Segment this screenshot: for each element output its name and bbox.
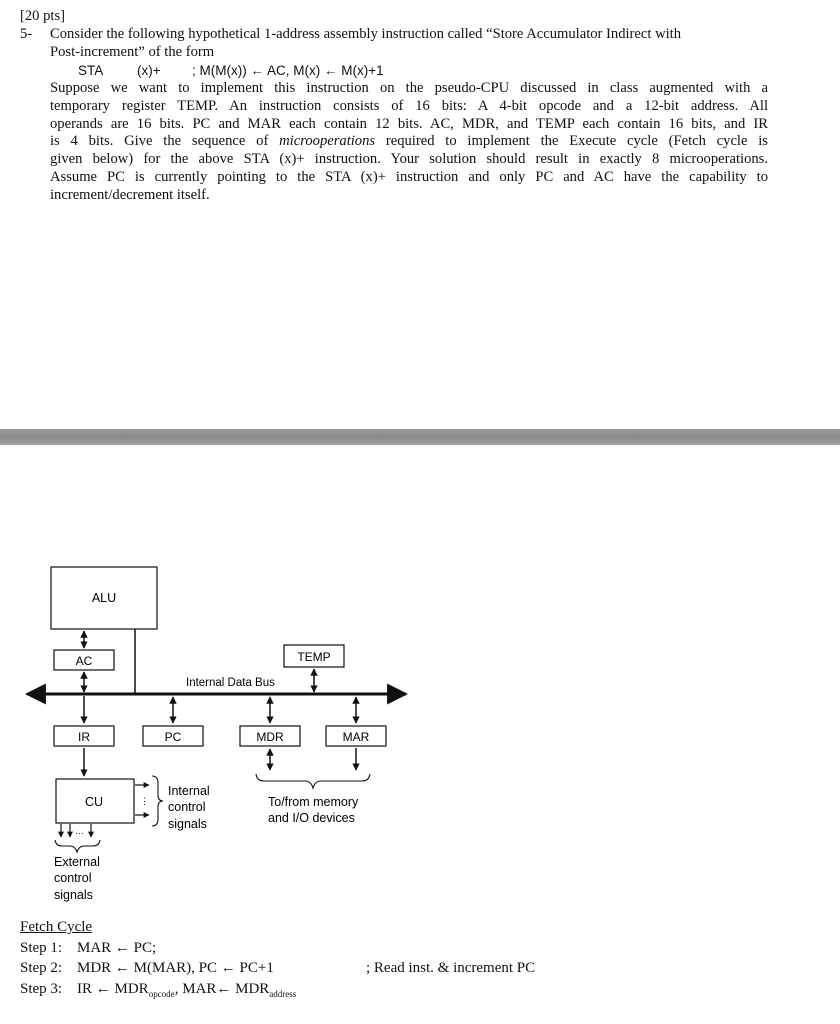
external-signals-line3: signals — [54, 888, 93, 902]
memory-label-line1: To/from memory — [268, 795, 359, 809]
bus-label: Internal Data Bus — [186, 677, 275, 689]
pc-label: PC — [164, 730, 182, 744]
fetch-title: Fetch Cycle — [20, 919, 93, 935]
instr-operand: (x)+ — [137, 63, 161, 78]
internal-signals-line2: control — [168, 800, 206, 814]
internal-signals-line3: signals — [168, 817, 207, 831]
ir-label: IR — [78, 730, 90, 744]
instr-comment: ; M(M(x)) ← AC, M(x) ← M(x)+1 — [192, 63, 384, 78]
external-signals-line1: External — [54, 855, 100, 869]
instruction-line — [20, 62, 780, 80]
internal-signals-brace — [152, 776, 163, 826]
fetch-step-2-comment: ; Read inst. & increment PC — [366, 960, 536, 976]
alu-label: ALU — [91, 591, 117, 605]
fetch-cycle — [20, 919, 580, 1001]
external-signals-brace — [55, 840, 100, 852]
fetch-step-1: Step 1: MAR ← PC; — [20, 939, 157, 956]
mdr-label: MDR — [256, 730, 284, 744]
intro-line-1: 5- Consider the following hypothetical 1-address assembly instruction called “Store Accumulator Indirect with — [20, 26, 682, 42]
problem-body: Suppose we want to implement this instruction on the pseudo-CPU discussed in class augmented with a temporary register TEMP. An instruction consists of 16 bits: A 4-bit opcode and a 12-bit address. All operands are 16 bits. PC and MAR each contain 12 bits. AC, MDR, and TEMP each contain 16 bits, and IR is 4 bits. Give the sequence of microoperations required to implement the Execute cycle (Fetch cycle is given below) for the above STA (x)+ instruction. Your solution should result in exactly 8 microoperations. Assume PC is currently pointing to the STA (x)+ instruction and only PC and AC have the capability to increment/decrement itself. — [50, 80, 768, 203]
problem-number: 5- — [20, 26, 33, 42]
problem-statement — [20, 8, 780, 205]
instr-mnemonic: STA — [78, 63, 104, 78]
memory-brace — [256, 774, 370, 788]
svg-text:…: … — [75, 826, 84, 836]
intro-line-2: Post-increment” of the form — [50, 44, 215, 60]
points-label: [20 pts] — [20, 8, 65, 24]
body-line-4: is 4 bits. Give the sequence of microoperations required to implement the Execute cycle (Fetch cycle is — [50, 133, 768, 150]
cpu-diagram — [0, 540, 440, 910]
external-signals-line2: control — [54, 871, 92, 885]
fetch-step-3: Step 3: IR ← $MDR_{opcode}$, MAR← $MDR_{address}$ — [20, 980, 297, 999]
internal-signals-line1: Internal — [168, 784, 210, 798]
fetch-step-2: Step 2: MDR ← M(MAR), PC ← PC+1 ; Read inst. & increment PC — [20, 960, 536, 976]
temp-label: TEMP — [297, 650, 331, 664]
memory-label-line2: and I/O devices — [268, 811, 355, 825]
svg-text:⋮: ⋮ — [140, 796, 149, 806]
cu-label: CU — [84, 795, 104, 809]
mar-label: MAR — [342, 730, 370, 744]
ac-label: AC — [75, 654, 93, 668]
page-separator — [0, 429, 840, 445]
